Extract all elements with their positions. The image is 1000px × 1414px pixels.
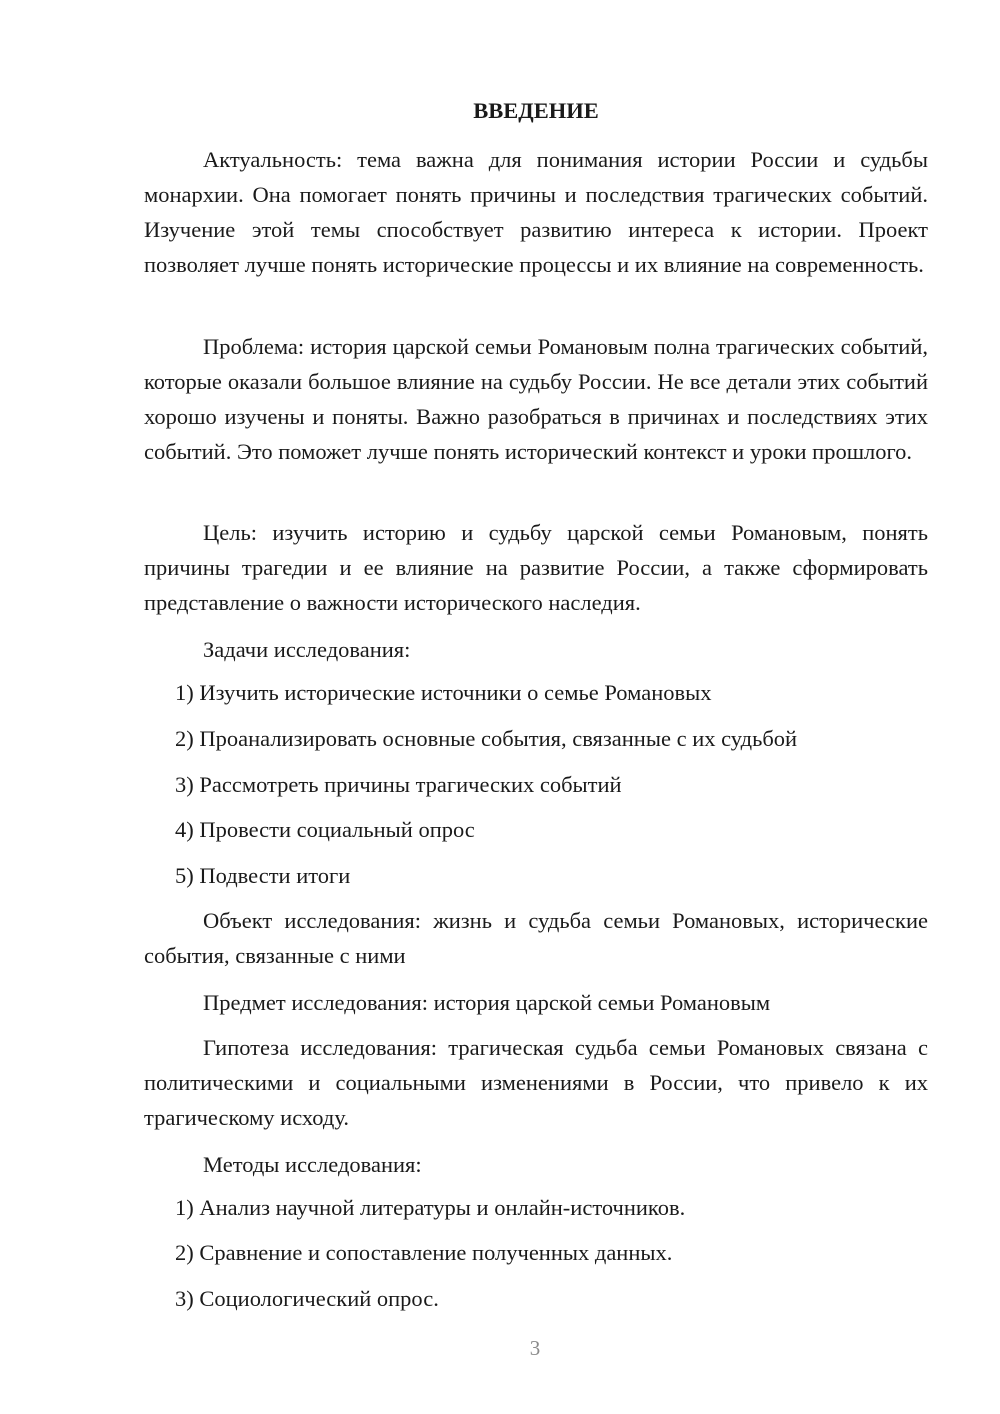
task-item-2: 2) Проанализировать основные события, связанные с их судьбой xyxy=(175,726,798,751)
problem-paragraph: Проблема: история царской семьи Романовым полна трагических событий, которые оказали большое влияние на судьбу России. Не все детали этих событий хорошо изучены и поняты. Важно разобраться в причинах и последствиях этих событий. Это поможет лучше понять исторический контекст и уроки прошлого. xyxy=(144,334,928,464)
tasks-heading: Задачи исследования: xyxy=(203,637,411,662)
method-item-1: 1) Анализ научной литературы и онлайн-источников. xyxy=(175,1195,686,1220)
task-item-5: 5) Подвести итоги xyxy=(175,863,351,888)
task-item-3: 3) Рассмотреть причины трагических событий xyxy=(175,772,622,797)
relevance-paragraph: Актуальность: тема важна для понимания истории России и судьбы монархии. Она помогает понять причины и последствия трагических событий. Изучение этой темы способствует развитию интереса к истории. Проект позволяет лучше понять исторические процессы и их влияние на современность. xyxy=(144,147,928,277)
method-item-2: 2) Сравнение и сопоставление полученных данных. xyxy=(175,1240,673,1265)
task-item-4: 4) Провести социальный опрос xyxy=(175,817,475,842)
goal-paragraph: Цель: изучить историю и судьбу царской семьи Романовым, понять причины трагедии и ее влияние на развитие России, а также сформировать представление о важности исторического наследия. xyxy=(144,520,928,615)
methods-heading: Методы исследования: xyxy=(203,1152,422,1177)
method-item-3: 3) Социологический опрос. xyxy=(175,1286,439,1311)
object-paragraph: Объект исследования: жизнь и судьба семьи Романовых, исторические события, связанные с ними xyxy=(144,908,928,968)
subject-paragraph: Предмет исследования: история царской семьи Романовым xyxy=(203,990,771,1015)
section-title: ВВЕДЕНИЕ xyxy=(473,98,599,123)
task-item-1: 1) Изучить исторические источники о семье Романовых xyxy=(175,680,712,705)
page-number: 3 xyxy=(529,1336,541,1360)
hypothesis-paragraph: Гипотеза исследования: трагическая судьба семьи Романовых связана с политическими и социальными изменениями в России, что привело к их трагическому исходу. xyxy=(144,1035,928,1130)
